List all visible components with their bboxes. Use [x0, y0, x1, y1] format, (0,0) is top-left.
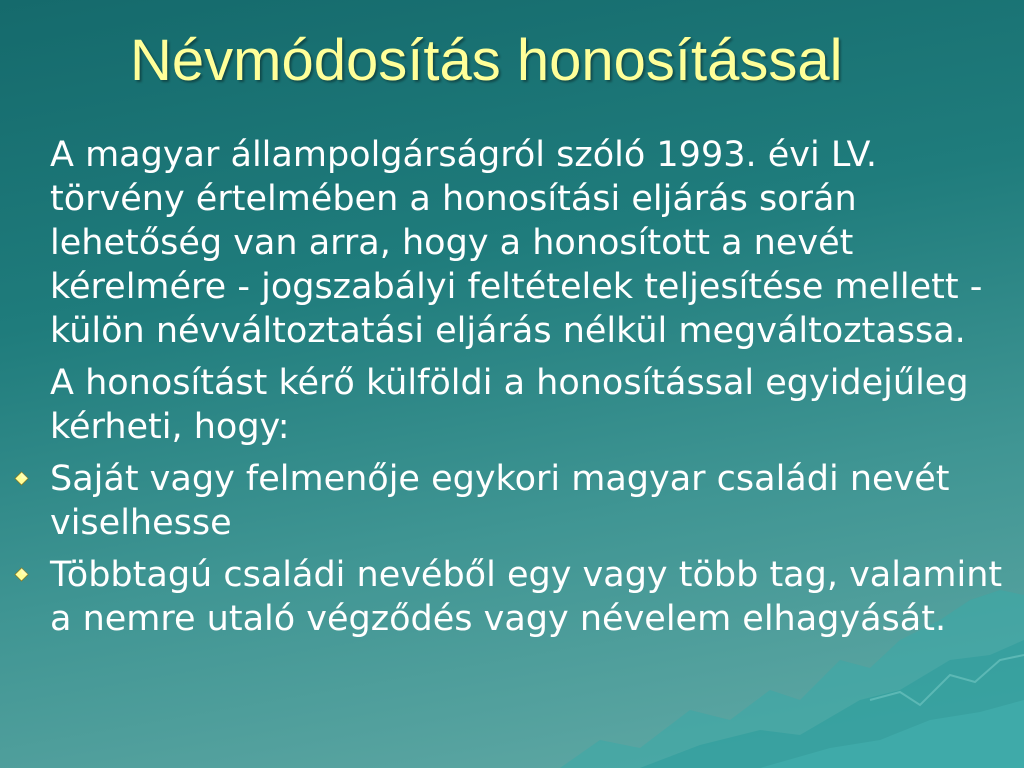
bullet-item: [50, 457, 1010, 545]
intro-paragraph: A magyar állampolgárságról szóló 1993. évi LV. törvény értelmében a honosítási eljárás során lehetőség van arra, hogy a honosított a nevét kérelmére - jogszabályi feltételek teljesítése mellett - külön névváltoztatási eljárás nélkül megváltoztassa.: [50, 135, 983, 351]
diamond-bullet-icon: [14, 471, 29, 486]
slide-content: [50, 133, 1010, 641]
diamond-bullet-icon: [14, 567, 29, 582]
bullet-text: Saját vagy felmenője egykori magyar családi nevét viselhesse: [50, 459, 950, 543]
slide-title: Névmódosítás honosítással: [130, 28, 843, 93]
bullet-item: [50, 553, 1010, 641]
bullet-text: Többtagú családi nevéből egy vagy több tag, valamint a nemre utaló végződés vagy névelem elhagyását.: [50, 555, 1003, 639]
request-paragraph: A honosítást kérő külföldi a honosítással egyidejűleg kérheti, hogy:: [50, 363, 969, 447]
